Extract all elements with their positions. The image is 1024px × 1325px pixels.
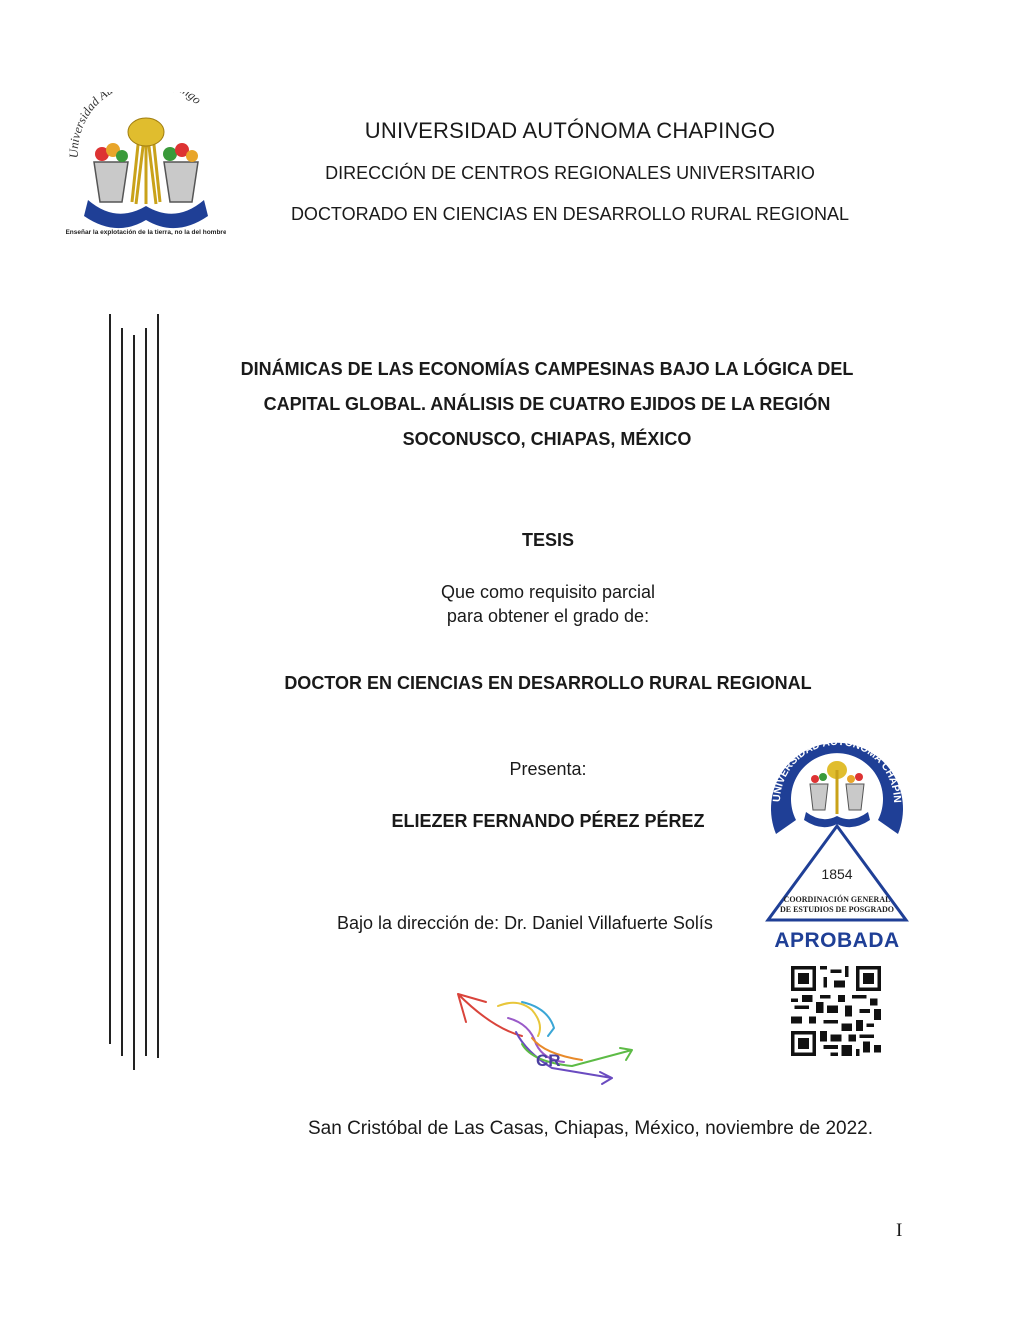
university-logo: [66, 92, 226, 250]
stamp-office-line2: DE ESTUDIOS DE POSGRADO: [779, 905, 895, 914]
thesis-title: [190, 352, 904, 457]
stamp-year: 1854: [821, 866, 853, 882]
requirement-text: [380, 580, 716, 628]
page-number: I: [896, 1220, 903, 1241]
program-name: DOCTORADO EN CIENCIAS EN DESARROLLO RURAL REGIONAL: [290, 204, 850, 224]
title-line: SOCONUSCO, CHIAPAS, MÉXICO: [402, 429, 692, 449]
stamp-office-line1: COORDINACIÓN GENERAL: [783, 895, 891, 904]
title-line: DINÁMICAS DE LAS ECONOMÍAS CAMPESINAS BAJO LA LÓGICA DEL: [240, 359, 854, 379]
qr-code: [791, 966, 881, 1056]
presenta-label: Presenta:: [509, 759, 587, 779]
requirement-line: para obtener el grado de:: [446, 606, 650, 626]
place-date: San Cristóbal de Las Casas, Chiapas, México, noviembre de 2022.: [308, 1118, 874, 1139]
direction-name: DIRECCIÓN DE CENTROS REGIONALES UNIVERSITARIO: [325, 163, 815, 183]
degree-name: DOCTOR EN CIENCIAS EN DESARROLLO RURAL REGIONAL: [284, 673, 812, 693]
author-name: ELIEZER FERNANDO PÉREZ PÉREZ: [391, 811, 705, 831]
university-name: UNIVERSIDAD AUTÓNOMA CHAPINGO: [364, 118, 776, 143]
cr-logo: [452, 988, 642, 1088]
requirement-line: Que como requisito parcial: [440, 582, 656, 602]
approval-stamp: [762, 724, 912, 929]
approval-status: APROBADA: [774, 929, 900, 952]
logo-motto: Enseñar la explotación de la tierra, no la del hombre: [66, 229, 226, 236]
logo-arc-text: Universidad A go: [66, 92, 205, 159]
cr-logo-text: CR: [536, 1051, 561, 1070]
document-type: TESIS: [521, 530, 574, 550]
stamp-arc-text: UNIVERSIDAD AUTÓNOMA CHAPIN: [770, 735, 904, 804]
title-line: CAPITAL GLOBAL. ANÁLISIS DE CUATRO EJIDOS DE LA REGIÓN: [263, 394, 831, 414]
advisor-line: Bajo la dirección de: Dr. Daniel Villafuerte Solís: [337, 913, 713, 933]
